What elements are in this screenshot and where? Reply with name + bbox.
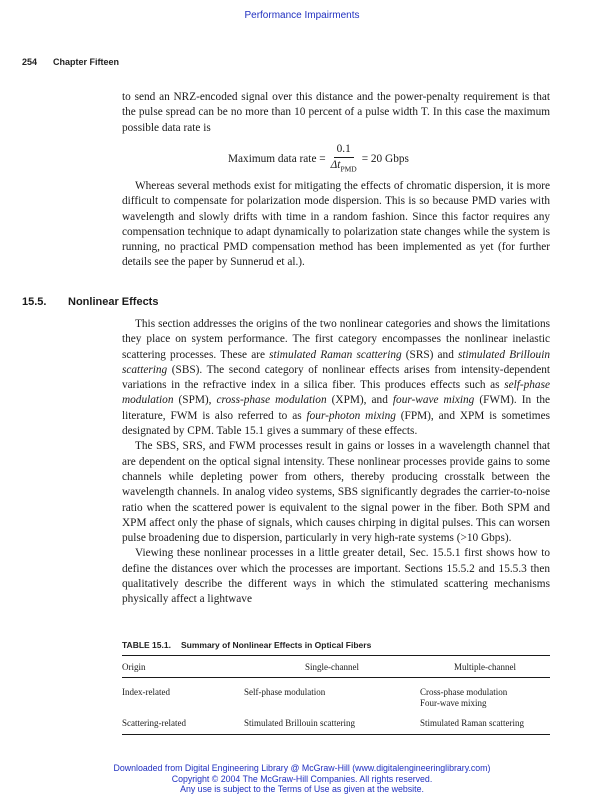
table-row	[122, 712, 550, 735]
page-number: 254	[22, 57, 38, 67]
running-head	[22, 57, 119, 67]
equation-lhs: Maximum data rate =	[228, 153, 326, 166]
cell-origin: Scattering-related	[122, 718, 186, 728]
footer-copyright-link[interactable]: Copyright © 2004 The McGraw-Hill Companies. All rights reserved.	[171, 773, 433, 784]
footer-terms-link[interactable]: Any use is subject to the Terms of Use as given at the website.	[180, 784, 424, 794]
section-paragraph-2: The SBS, SRS, and FWM processes result in gains or losses in a wavelength channel that are dependent on the optical signal intensity. These nonlinear processes provide gains to some channels while depleting power from others, thereby producing crosstalk between the wavelength channels. In analog video systems, SBS significantly degrades the carrier-to-noise ratio when the scattered power is equivalent to the signal power in the fiber. Both SPM and XPM affect only the phase of signals, which causes chirping in digital pulses. This can worsen pulse broadening due to dispersion, particularly in very high-rate systems (>10 Gbps).	[122, 440, 550, 545]
equation-numerator: 0.1	[334, 143, 354, 158]
term-sbs: stimulated Brillouin scattering	[122, 348, 550, 376]
section-title: Nonlinear Effects	[68, 296, 159, 308]
section-body	[122, 317, 550, 608]
section-paragraph-1: This section addresses the origins of the two nonlinear categories and shows the limitations they place on system performance. The first category encompasses the nonlinear inelastic scattering processes. These are stimulated Raman scattering (SRS) and stimulated Brillouin scattering (SBS). The second category of nonlinear effects arises from intensity-dependent variations in the refractive index in a silica fiber. This produces effects such as self-phase modulation (SPM), cross-phase modulation (XPM), and four-wave mixing (FWM). In the literature, FWM is also referred to as four-photon mixing (FPM), and XPM is sometimes designated by CPM. Table 15.1 gives a summary of these effects.	[122, 318, 551, 438]
table-title: Summary of Nonlinear Effects in Optical Fibers	[180, 640, 372, 650]
cell-single: Stimulated Brillouin scattering	[244, 718, 355, 728]
intro-block	[122, 90, 550, 136]
top-chapter-link[interactable]: Performance Impairments	[244, 10, 360, 21]
download-footer	[0, 763, 604, 795]
cell-multi-line: Four-wave mixing	[420, 698, 487, 708]
term-xpm: cross-phase modulation	[216, 394, 327, 407]
term-srs: stimulated Raman scattering	[269, 348, 402, 361]
equation-delta-t: Δt	[330, 159, 341, 171]
section-heading	[22, 296, 158, 308]
table-row	[122, 678, 550, 713]
cell-multi	[420, 712, 550, 735]
header-origin: Origin	[122, 656, 244, 678]
equation-pmd-subscript: PMD	[340, 164, 357, 174]
term-fpm: four-photon mixing	[306, 409, 396, 422]
pmd-paragraph: Whereas several methods exist for mitigating the effects of chromatic dispersion, it is more difficult to compensate for polarization mode dispersion. This is so because PMD varies with wavelength and slowly drifts with time in a random fashion. Since this factor requires any compensation technique to adapt dynamically to polarization state changes while the system is running, no practical PMD compensation method has been implemented as yet (for further details see the paper by Sunnerud et al.).	[122, 180, 550, 269]
header-single-channel: Single-channel	[244, 656, 420, 678]
term-spm: self-phase modulation	[122, 379, 550, 407]
pmd-block	[122, 179, 550, 271]
nonlinear-effects-table	[122, 655, 550, 735]
table-header-row	[122, 656, 550, 678]
cell-multi	[420, 678, 550, 713]
chapter-title: Chapter Fifteen	[53, 57, 120, 67]
header-multiple-channel: Multiple-channel	[420, 656, 550, 678]
term-fwm: four-wave mixing	[392, 394, 475, 407]
data-rate-equation	[228, 143, 409, 175]
footer-download-link[interactable]: Downloaded from Digital Engineering Library @ McGraw-Hill (www.digitalengineeringlibrary.com)	[113, 763, 491, 773]
cell-multi-line: Stimulated Raman scattering	[420, 718, 524, 728]
equation-rhs: = 20 Gbps	[361, 153, 409, 166]
equation-fraction	[331, 143, 357, 175]
equation-denominator	[331, 158, 357, 175]
table-label: TABLE 15.1.	[122, 640, 171, 650]
cell-single: Self-phase modulation	[244, 687, 326, 697]
section-paragraph-3: Viewing these nonlinear processes in a little greater detail, Sec. 15.5.1 first shows how to define the distances over which the processes are important. Sections 15.5.2 and 15.5.3 then qualitatively describe the different ways in which the stimulated scattering mechanisms physically affect a lightwave	[122, 547, 550, 606]
cell-multi-line: Cross-phase modulation	[420, 687, 508, 697]
intro-paragraph: to send an NRZ-encoded signal over this distance and the power-penalty requirement is that the pulse spread can be no more than 10 percent of a pulse width T. In this case the maximum possible data rate is	[122, 91, 550, 134]
cell-origin: Index-related	[122, 687, 170, 697]
section-number: 15.5.	[22, 296, 47, 308]
table-caption	[122, 640, 371, 650]
